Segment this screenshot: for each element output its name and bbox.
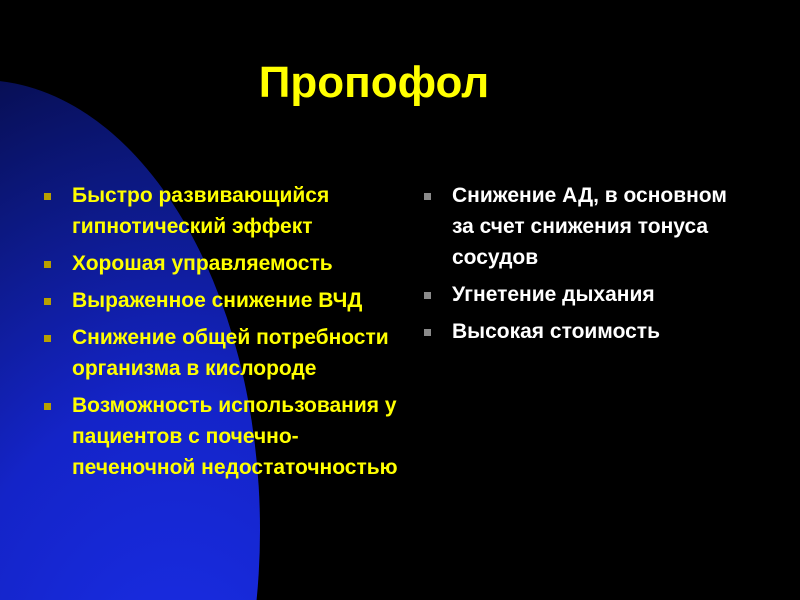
square-bullet-icon: [44, 298, 51, 305]
right-bullet-list: [420, 180, 750, 353]
square-bullet-icon: [44, 335, 51, 342]
list-item: [420, 316, 750, 347]
list-item-text: Снижение АД, в основном за счет снижения тонуса сосудов: [452, 184, 727, 269]
square-bullet-icon: [44, 403, 51, 410]
list-item: [420, 279, 750, 310]
list-item-text: Угнетение дыхания: [452, 283, 655, 306]
list-item-text: Выраженное снижение ВЧД: [72, 289, 363, 312]
square-bullet-icon: [44, 193, 51, 200]
slide-title: Пропофол: [258, 58, 490, 107]
list-item-text: Снижение общей потребности организма в кислороде: [72, 326, 389, 380]
list-item-text: Высокая стоимость: [452, 320, 660, 343]
list-item: [420, 180, 750, 273]
list-item: [40, 180, 410, 242]
list-item: [40, 285, 410, 316]
left-bullet-list: [40, 180, 410, 489]
square-bullet-icon: [424, 193, 431, 200]
list-item: [40, 248, 410, 279]
square-bullet-icon: [424, 292, 431, 299]
list-item: [40, 322, 410, 384]
square-bullet-icon: [44, 261, 51, 268]
list-item: [40, 390, 410, 483]
list-item-text: Быстро развивающийся гипнотический эффект: [72, 184, 330, 238]
square-bullet-icon: [424, 329, 431, 336]
list-item-text: Хорошая управляемость: [72, 252, 333, 275]
list-item-text: Возможность использования у пациентов с почечно-печеночной недостаточностью: [72, 394, 398, 479]
